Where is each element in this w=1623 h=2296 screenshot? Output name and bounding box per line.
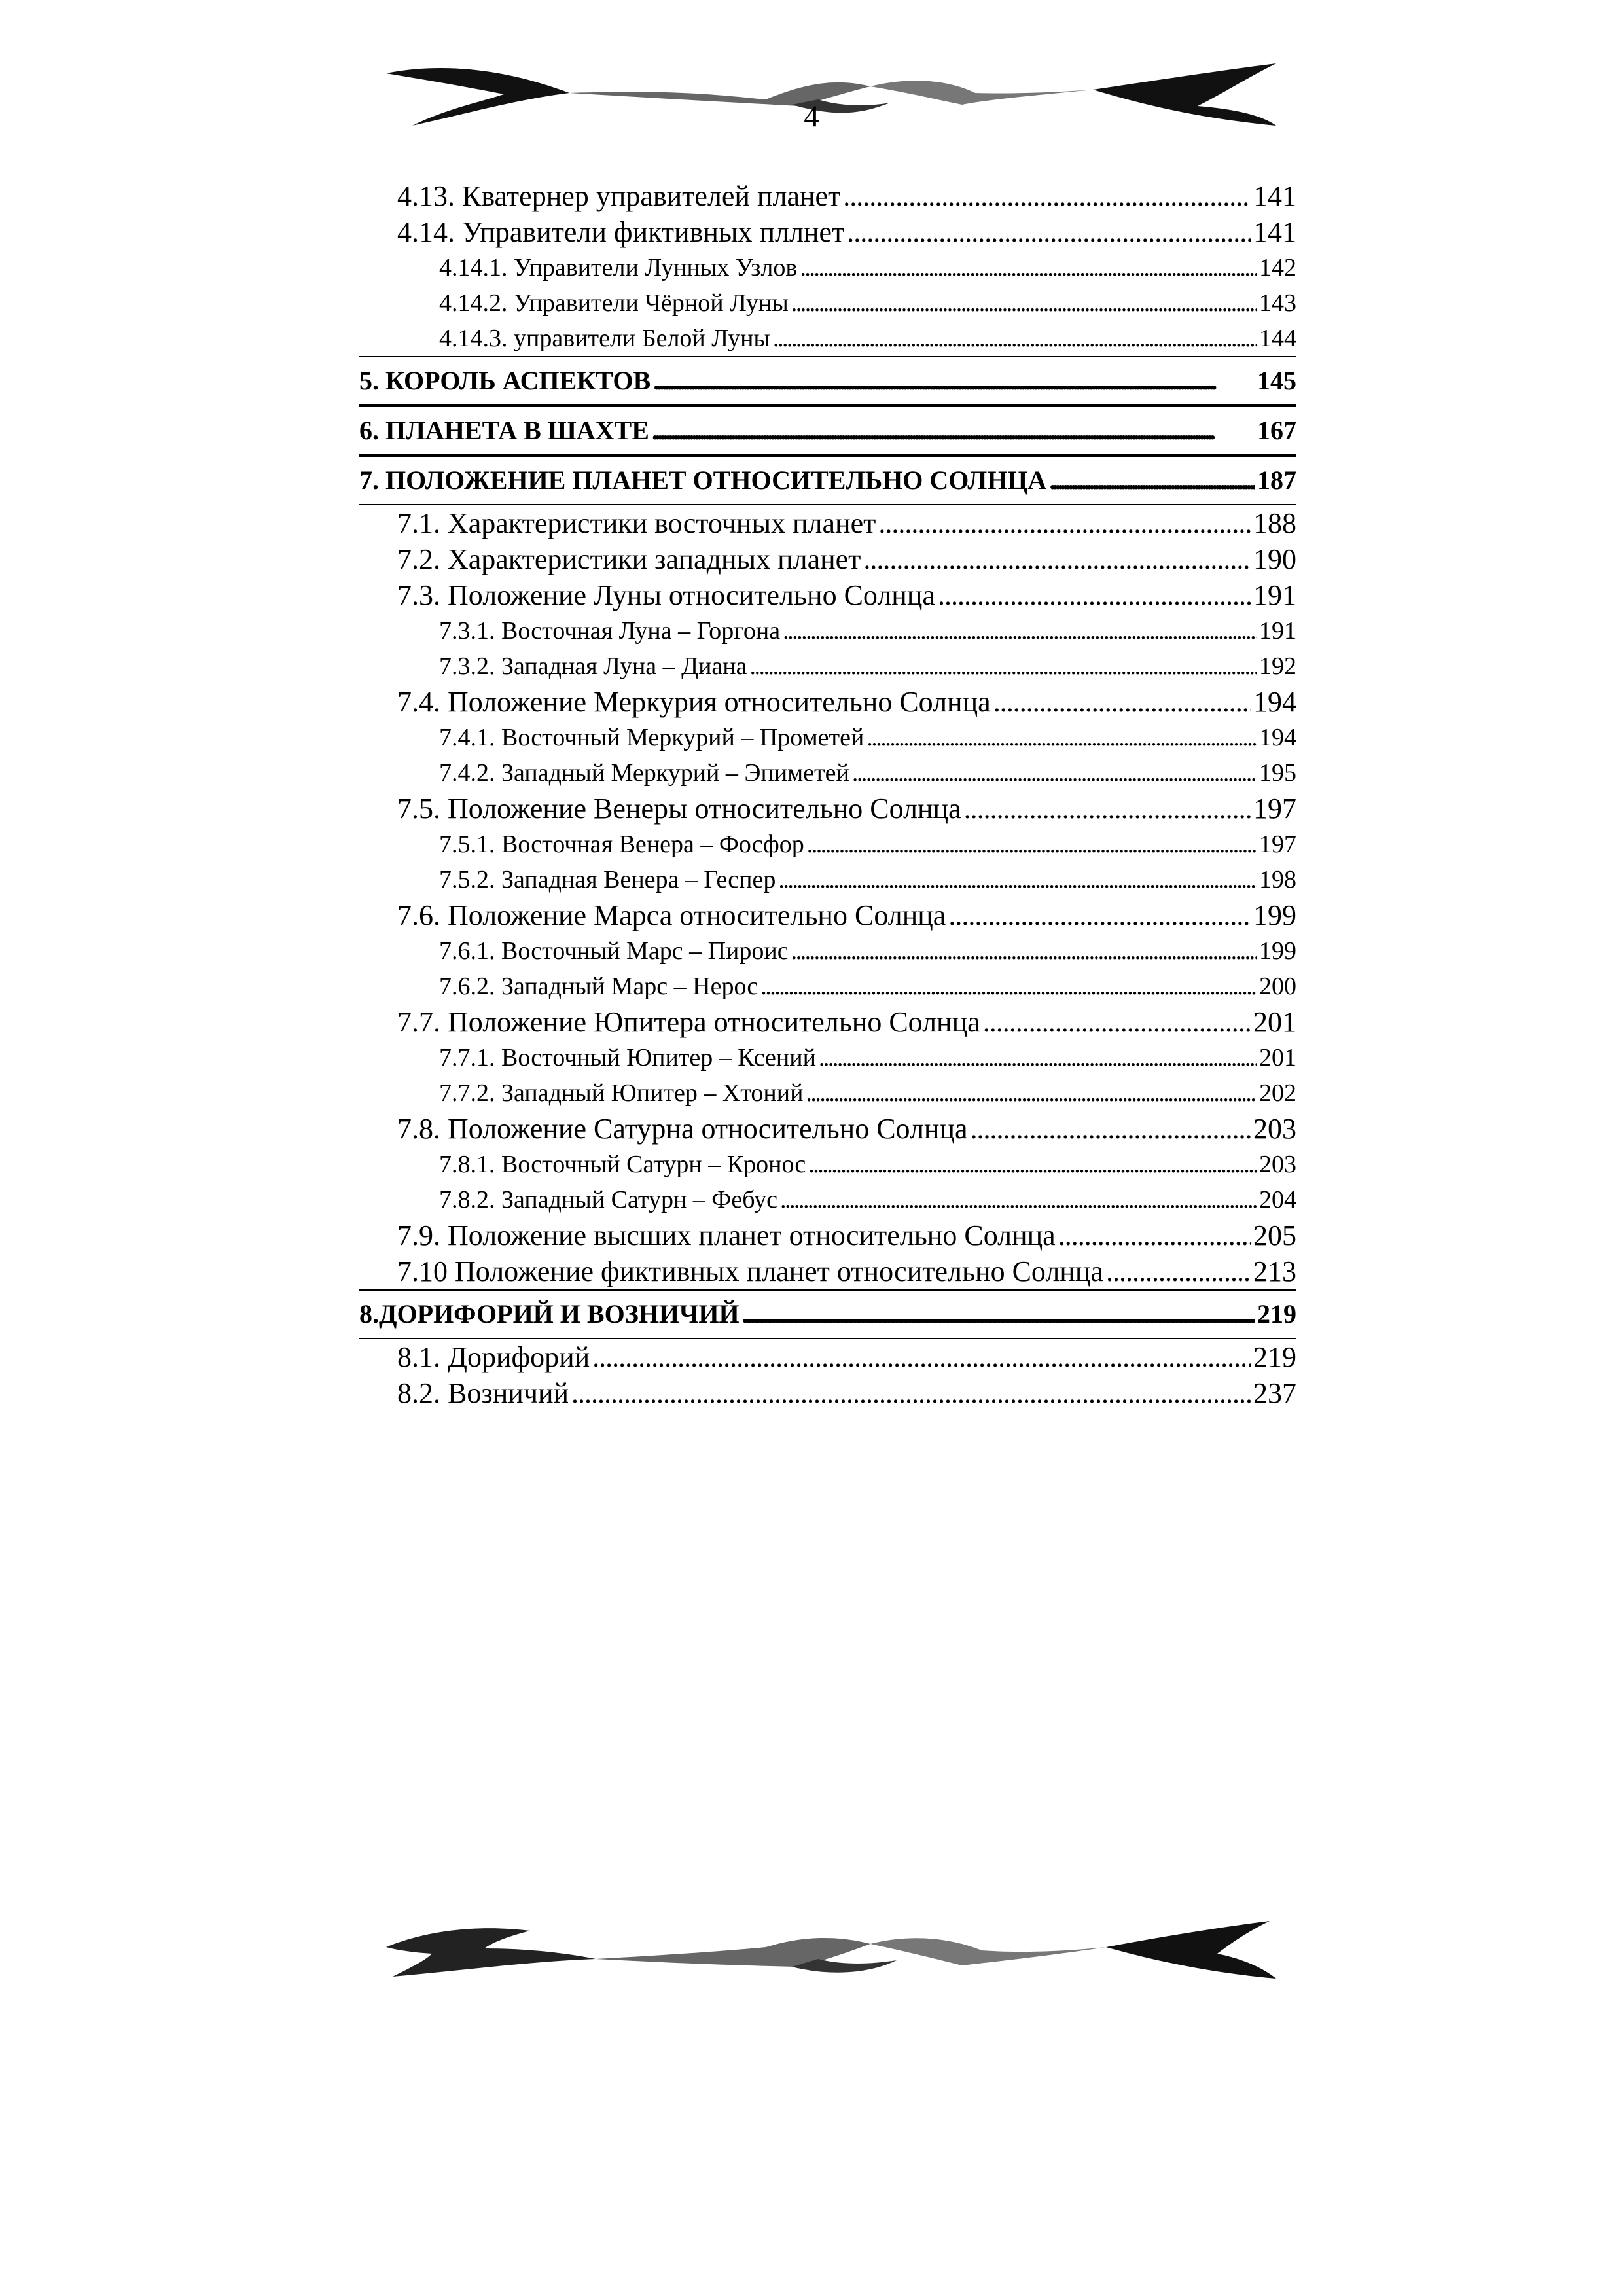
toc-section-entry[interactable] bbox=[359, 1217, 1296, 1253]
toc-entry-title: 7.8.2. Западный Сатурн – Фебус bbox=[439, 1186, 777, 1213]
toc-page-number: 143 bbox=[1259, 289, 1296, 317]
toc-entry-title: 7.4.1. Восточный Меркурий – Прометей bbox=[439, 724, 865, 751]
toc-page-number: 203 bbox=[1253, 1113, 1296, 1145]
toc-subsection-entry[interactable] bbox=[359, 1040, 1296, 1075]
toc-page-number: 205 bbox=[1253, 1219, 1296, 1251]
dot-leader bbox=[778, 862, 1257, 897]
dot-leader bbox=[652, 407, 1255, 454]
dot-leader bbox=[791, 933, 1257, 969]
toc-entry-title: 7.8. Положение Сатурна относительно Солнца bbox=[397, 1113, 968, 1145]
toc-entry-title: 8.ДОРИФОРИЙ И ВОЗНИЧИЙ bbox=[359, 1299, 740, 1329]
toc-entry-title: 8.2. Возничий bbox=[397, 1377, 569, 1409]
dot-leader bbox=[653, 357, 1255, 404]
dot-leader bbox=[791, 285, 1257, 321]
toc-page-number: 141 bbox=[1253, 180, 1296, 212]
toc-page-number: 167 bbox=[1257, 416, 1296, 445]
toc-page-number: 191 bbox=[1253, 579, 1296, 611]
toc-subsection-entry[interactable] bbox=[359, 755, 1296, 791]
toc-page-number: 199 bbox=[1253, 899, 1296, 931]
toc-section-entry[interactable] bbox=[359, 1004, 1296, 1040]
toc-entry-title: 7. ПОЛОЖЕНИЕ ПЛАНЕТ ОТНОСИТЕЛЬНО СОЛНЦА bbox=[359, 465, 1047, 495]
dot-leader bbox=[806, 1075, 1257, 1111]
toc-entry-title: 7.3.2. Западная Луна – Диана bbox=[439, 653, 747, 680]
toc-page-number: 198 bbox=[1259, 866, 1296, 893]
toc-page-number: 187 bbox=[1257, 465, 1296, 495]
toc-entry-title: 7.4. Положение Меркурия относительно Солнца bbox=[397, 686, 991, 718]
dot-leader bbox=[878, 505, 1251, 541]
toc-entry-title: 7.3. Положение Луны относительно Солнца bbox=[397, 579, 935, 611]
toc-page-number: 199 bbox=[1259, 937, 1296, 965]
toc-entry-title: 8.1. Дорифорий bbox=[397, 1341, 590, 1373]
toc-subsection-entry[interactable] bbox=[359, 1182, 1296, 1217]
toc-section-entry[interactable] bbox=[359, 541, 1296, 577]
toc-entry-title: 4.14. Управители фиктивных пллнет bbox=[397, 216, 845, 248]
toc-entry-title: 6. ПЛАНЕТА В ШАХТЕ bbox=[359, 416, 649, 445]
toc-subsection-entry[interactable] bbox=[359, 827, 1296, 862]
toc-page-number: 141 bbox=[1253, 216, 1296, 248]
toc-subsection-entry[interactable] bbox=[359, 1075, 1296, 1111]
toc-page-number: 190 bbox=[1253, 543, 1296, 575]
toc-page-number: 195 bbox=[1259, 759, 1296, 787]
toc-page-number: 201 bbox=[1253, 1006, 1296, 1038]
toc-entry-title: 4.13. Кватернер управителей планет bbox=[397, 180, 841, 212]
dot-leader bbox=[863, 541, 1251, 577]
toc-subsection-entry[interactable] bbox=[359, 969, 1296, 1004]
toc-entry-title: 7.1. Характеристики восточных планет bbox=[397, 507, 876, 539]
toc-subsection-entry[interactable] bbox=[359, 250, 1296, 285]
toc-subsection-entry[interactable] bbox=[359, 649, 1296, 684]
toc-section-entry[interactable] bbox=[359, 1111, 1296, 1147]
toc-chapter-entry[interactable] bbox=[359, 357, 1296, 404]
toc-page-number: 203 bbox=[1259, 1151, 1296, 1178]
toc-section-entry[interactable] bbox=[359, 1253, 1296, 1289]
toc-page-number: 197 bbox=[1253, 793, 1296, 825]
dot-leader bbox=[938, 577, 1251, 613]
toc-page-number: 188 bbox=[1253, 507, 1296, 539]
toc-page-number: 204 bbox=[1259, 1186, 1296, 1213]
page-number: 4 bbox=[804, 99, 819, 134]
toc-subsection-entry[interactable] bbox=[359, 933, 1296, 969]
dot-leader bbox=[807, 827, 1257, 862]
toc-section-entry[interactable] bbox=[359, 684, 1296, 720]
dot-leader bbox=[1049, 457, 1255, 504]
toc-entry-title: 4.14.1. Управители Лунных Узлов bbox=[439, 254, 798, 281]
top-ornament bbox=[373, 54, 1289, 132]
dot-leader bbox=[773, 321, 1257, 356]
toc-subsection-entry[interactable] bbox=[359, 720, 1296, 755]
dot-leader bbox=[742, 1291, 1255, 1338]
toc-section-entry[interactable] bbox=[359, 577, 1296, 613]
toc-entry-title: 7.3.1. Восточная Луна – Горгона bbox=[439, 617, 781, 645]
toc-entry-title: 7.4.2. Западный Меркурий – Эпиметей bbox=[439, 759, 849, 787]
dot-leader bbox=[780, 1182, 1257, 1217]
toc-entry-title: 7.9. Положение высших планет относительно Солнца bbox=[397, 1219, 1056, 1251]
toc-entry-title: 7.6. Положение Марса относительно Солнца bbox=[397, 899, 946, 931]
toc-page-number: 219 bbox=[1257, 1299, 1296, 1329]
toc-entry-title: 7.5.1. Восточная Венера – Фосфор bbox=[439, 831, 804, 858]
dot-leader bbox=[1106, 1253, 1251, 1289]
toc-page-number: 192 bbox=[1259, 653, 1296, 680]
toc-subsection-entry[interactable] bbox=[359, 862, 1296, 897]
toc-section-entry[interactable] bbox=[359, 791, 1296, 827]
toc-entry-title: 7.7.2. Западный Юпитер – Хтоний bbox=[439, 1079, 804, 1107]
toc-section-entry[interactable] bbox=[359, 178, 1296, 214]
dot-leader bbox=[971, 1111, 1251, 1147]
dot-leader bbox=[993, 684, 1251, 720]
dot-leader bbox=[964, 791, 1251, 827]
dot-leader bbox=[843, 178, 1251, 214]
toc-section-entry[interactable] bbox=[359, 214, 1296, 250]
toc-section-entry[interactable] bbox=[359, 1339, 1296, 1375]
toc-subsection-entry[interactable] bbox=[359, 321, 1296, 356]
toc-page-number: 213 bbox=[1253, 1255, 1296, 1287]
toc-entry-title: 7.2. Характеристики западных планет bbox=[397, 543, 861, 575]
dot-leader bbox=[800, 250, 1257, 285]
table-of-contents bbox=[359, 178, 1296, 1411]
toc-page-number: 200 bbox=[1259, 973, 1296, 1000]
toc-chapter-entry[interactable] bbox=[359, 1291, 1296, 1338]
dot-leader bbox=[760, 969, 1257, 1004]
toc-subsection-entry[interactable] bbox=[359, 613, 1296, 649]
toc-entry-title: 7.8.1. Восточный Сатурн – Кронос bbox=[439, 1151, 806, 1178]
toc-section-entry[interactable] bbox=[359, 897, 1296, 933]
toc-entry-title: 7.6.2. Западный Марс – Нерос bbox=[439, 973, 758, 1000]
toc-entry-title: 7.7.1. Восточный Юпитер – Ксений bbox=[439, 1044, 816, 1071]
dot-leader bbox=[1058, 1217, 1251, 1253]
toc-page-number: 219 bbox=[1253, 1341, 1296, 1373]
toc-entry-title: 7.6.1. Восточный Марс – Пироис bbox=[439, 937, 789, 965]
toc-page-number: 197 bbox=[1259, 831, 1296, 858]
toc-section-entry[interactable] bbox=[359, 1375, 1296, 1411]
toc-page-number: 145 bbox=[1257, 366, 1296, 395]
dot-leader bbox=[783, 613, 1257, 649]
dot-leader bbox=[592, 1339, 1251, 1375]
dot-leader bbox=[948, 897, 1251, 933]
toc-entry-title: 4.14.3. управители Белой Луны bbox=[439, 325, 770, 352]
bottom-ornament bbox=[373, 1908, 1289, 1986]
toc-page-number: 202 bbox=[1259, 1079, 1296, 1107]
toc-page-number: 191 bbox=[1259, 617, 1296, 645]
dot-leader bbox=[866, 720, 1257, 755]
toc-page-number: 144 bbox=[1259, 325, 1296, 352]
toc-page-number: 201 bbox=[1259, 1044, 1296, 1071]
toc-page-number: 142 bbox=[1259, 254, 1296, 281]
toc-subsection-entry[interactable] bbox=[359, 285, 1296, 321]
dot-leader bbox=[808, 1147, 1257, 1182]
dot-leader bbox=[749, 649, 1257, 684]
toc-page-number: 194 bbox=[1253, 686, 1296, 718]
toc-entry-title: 5. КОРОЛЬ АСПЕКТОВ bbox=[359, 366, 651, 395]
toc-page-number: 237 bbox=[1253, 1377, 1296, 1409]
toc-entry-title: 7.5.2. Западная Венера – Геспер bbox=[439, 866, 776, 893]
dot-leader bbox=[983, 1004, 1251, 1040]
dot-leader bbox=[819, 1040, 1257, 1075]
toc-page-number: 194 bbox=[1259, 724, 1296, 751]
dot-leader bbox=[847, 214, 1251, 250]
toc-section-entry[interactable] bbox=[359, 505, 1296, 541]
toc-chapter-entry[interactable] bbox=[359, 407, 1296, 454]
toc-entry-title: 7.7. Положение Юпитера относительно Солнца bbox=[397, 1006, 980, 1038]
toc-subsection-entry[interactable] bbox=[359, 1147, 1296, 1182]
toc-chapter-entry[interactable] bbox=[359, 457, 1296, 504]
toc-entry-title: 7.10 Положение фиктивных планет относительно Солнца bbox=[397, 1255, 1103, 1287]
toc-entry-title: 7.5. Положение Венеры относительно Солнца bbox=[397, 793, 961, 825]
dot-leader bbox=[852, 755, 1257, 791]
dot-leader bbox=[571, 1375, 1251, 1411]
toc-entry-title: 4.14.2. Управители Чёрной Луны bbox=[439, 289, 789, 317]
